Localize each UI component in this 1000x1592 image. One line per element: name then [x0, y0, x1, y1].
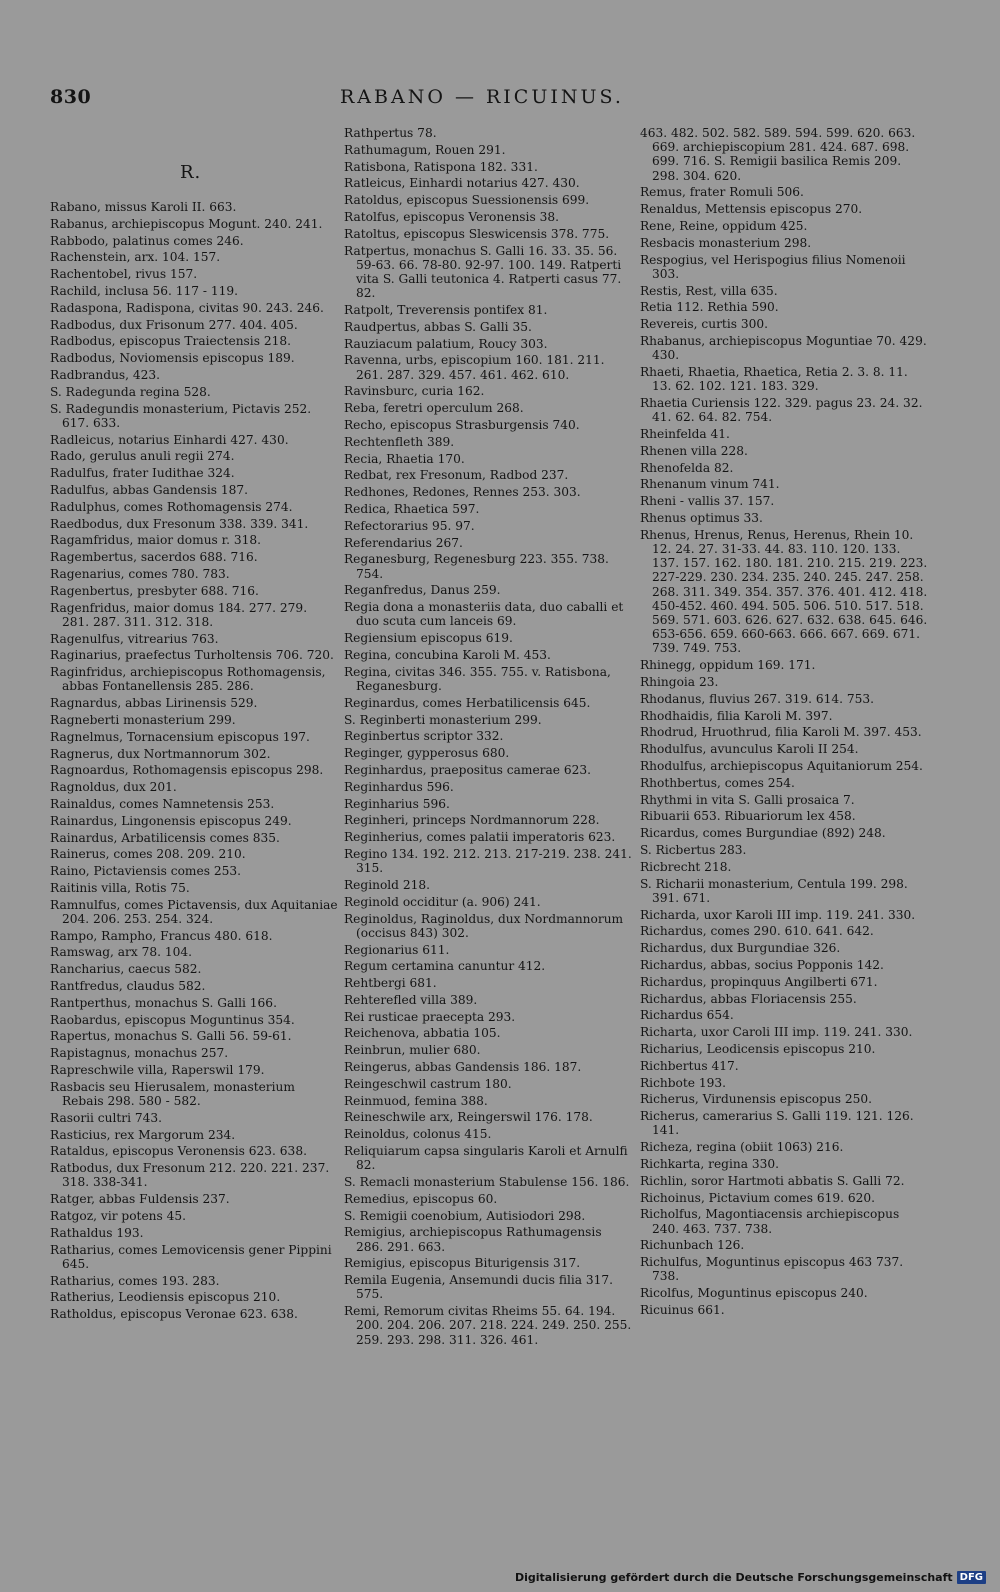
index-entry: Reineschwile arx, Reingerswil 176. 178.	[344, 1110, 593, 1125]
index-entry: Ragneberti monasterium 299.	[50, 712, 236, 727]
index-entry: Rampo, Rampho, Francus 480. 618.	[50, 928, 273, 943]
index-entry: Rataldus, episcopus Veronensis 623. 638.	[50, 1144, 307, 1159]
index-entry: Richunbach 126.	[640, 1238, 745, 1253]
index-entry: Rabanus, archiepiscopus Mogunt. 240. 241.	[50, 216, 323, 231]
index-entry: Reginhardus, praepositus camerae 623.	[344, 762, 591, 777]
index-entry: Richardus, comes 290. 610. 641. 642.	[640, 924, 874, 939]
index-entry: Remigius, archiepiscopus Rathumagensis 286. 291. 663.	[344, 1225, 602, 1254]
index-entry: Ragenulfus, vitrearius 763.	[50, 631, 219, 646]
index-entry: S. Radegundis monasterium, Pictavis 252. 617. 633.	[50, 401, 312, 430]
index-entry: Raginarius, praefectus Turholtensis 706. 720.	[50, 648, 334, 663]
index-entry: Ragenarius, comes 780. 783.	[50, 566, 230, 581]
index-entry: Regina, concubina Karoli M. 453.	[344, 647, 551, 662]
index-entry: Rainaldus, comes Namnetensis 253.	[50, 796, 275, 811]
index-entry: S. Remigii coenobium, Autisiodori 298.	[344, 1208, 586, 1223]
index-entry: Raedbodus, dux Fresonum 338. 339. 341.	[50, 516, 309, 531]
index-entry: Rhenus, Hrenus, Renus, Herenus, Rhein 10. 12. 24. 27. 31-33. 44. 83. 110. 120. 133. 137. 157. 162. 180. 181. 210. 215. 219. 223. 227-229. 230. 234. 235. 240. 245. 247. 258. 268. 311. 349. 354. 357. 376. 401. 412. 418. 450-452. 460. 494. 505. 506. 510. 517. 518. 569. 571. 603. 626. 627. 632. 638. 645. 646. 653-656. 659. 660-663. 666. 667. 669. 671. 739. 749. 753.	[640, 527, 928, 656]
footer	[515, 1571, 986, 1584]
index-entry: Rene, Reine, oppidum 425.	[640, 219, 808, 233]
index-entry: Rehterefled villa 389.	[344, 992, 478, 1007]
index-entry: Rhenofelda 82.	[640, 460, 734, 475]
index-column-2	[344, 126, 632, 1349]
index-entry: S. Reginberti monasterium 299.	[344, 712, 542, 727]
index-entry: Raobardus, episcopus Moguntinus 354.	[50, 1012, 295, 1027]
index-entry: Rhaeti, Rhaetia, Rhaetica, Retia 2. 3. 8. 11. 13. 62. 102. 121. 183. 329.	[640, 364, 908, 394]
index-entry: Reichenova, abbatia 105.	[344, 1026, 501, 1041]
index-entry: Redica, Rhaetica 597.	[344, 501, 480, 516]
index-entry: Remus, frater Romuli 506.	[640, 185, 804, 200]
index-entry: Reba, feretri operculum 268.	[344, 401, 524, 416]
index-entry: Reginoldus, Raginoldus, dux Nordmannorum (occisus 843) 302.	[344, 911, 624, 940]
index-entry: Rado, gerulus anuli regii 274.	[50, 449, 235, 464]
index-entry: Remi, Remorum civitas Rheims 55. 64. 194. 200. 204. 206. 207. 218. 224. 249. 250. 255. 259. 293. 298. 311. 326. 461.	[344, 1304, 632, 1347]
index-entry: Radulfus, abbas Gandensis 187.	[50, 482, 249, 497]
index-entry: Reganesburg, Regenesburg 223. 355. 738. 754.	[344, 552, 609, 581]
index-entry: Referendarius 267.	[344, 535, 463, 550]
index-entry: Rasticius, rex Margorum 234.	[50, 1127, 236, 1142]
index-entry: Redhones, Redones, Rennes 253. 303.	[344, 485, 581, 500]
index-entry: Radbodus, episcopus Traiectensis 218.	[50, 334, 291, 349]
index-entry: Rhodanus, fluvius 267. 319. 614. 753.	[640, 691, 875, 706]
dfg-logo: DFG	[957, 1571, 986, 1584]
index-entry: Rabano, missus Karoli II. 663.	[50, 200, 237, 214]
index-entry: Ratharius, comes Lemovicensis gener Pippini 645.	[50, 1242, 332, 1271]
index-entry: Ricuinus 661.	[640, 1302, 725, 1317]
index-entry: Rhodulfus, avunculus Karoli II 254.	[640, 742, 859, 757]
index-entry: Rapistagnus, monachus 257.	[50, 1046, 229, 1061]
index-entry: Reliquiarum capsa singularis Karoli et Arnulfi 82.	[344, 1144, 628, 1173]
index-entry: Raitinis villa, Rotis 75.	[50, 880, 190, 895]
index-entry: Ribuarii 653. Ribuariorum lex 458.	[640, 809, 856, 824]
index-entry: S. Radegunda regina 528.	[50, 384, 211, 399]
index-entry: Rhodulfus, archiepiscopus Aquitaniorum 254.	[640, 758, 923, 773]
index-entry: Rathpertus 78.	[344, 126, 437, 140]
index-entry: Reginardus, comes Herbatilicensis 645.	[344, 695, 591, 710]
index-entry: Ragamfridus, maior domus r. 318.	[50, 533, 262, 548]
index-entry: Regiensium episcopus 619.	[344, 631, 513, 646]
index-entry: Rhothbertus, comes 254.	[640, 775, 795, 790]
index-entry: Recho, episcopus Strasburgensis 740.	[344, 417, 580, 432]
index-entry: Reginharius 596.	[344, 796, 450, 811]
index-entry: Radulfus, frater Iudithae 324.	[50, 466, 235, 481]
index-entry: Richlin, soror Hartmoti abbatis S. Galli 72.	[640, 1173, 905, 1188]
index-entry: Richbote 193.	[640, 1075, 727, 1090]
index-entry: Richbertus 417.	[640, 1058, 739, 1073]
index-entry: Ricolfus, Moguntinus episcopus 240.	[640, 1286, 868, 1301]
index-entry: Respogius, vel Herispogius filius Nomenoii 303.	[640, 252, 906, 281]
index-entry: Rachild, inclusa 56. 117 - 119.	[50, 283, 238, 298]
index-entry: Reinbrun, mulier 680.	[344, 1043, 481, 1058]
index-entry: Richardus, dux Burgundiae 326.	[640, 941, 841, 956]
index-entry: Richardus, propinquus Angilberti 671.	[640, 974, 878, 989]
index-entry: Rathumagum, Rouen 291.	[344, 142, 506, 157]
index-entry: Rauziacum palatium, Roucy 303.	[344, 336, 548, 351]
index-entry: Recia, Rhaetia 170.	[344, 451, 465, 466]
index-entry: Reinoldus, colonus 415.	[344, 1127, 492, 1142]
index-entry: Ramnulfus, comes Pictavensis, dux Aquitaniae 204. 206. 253. 254. 324.	[50, 897, 338, 926]
index-entry: Rhabanus, archiepiscopus Moguntiae 70. 429. 430.	[640, 333, 927, 363]
index-column-1	[50, 200, 338, 1324]
index-entry: Rheinfelda 41.	[640, 426, 730, 441]
index-entry: Ratpertus, monachus S. Galli 16. 33. 35. 56. 59-63. 66. 78-80. 92-97. 100. 149. Ratperti vita S. Galli teutonica 4. Ratperti casus 77. 82.	[344, 243, 622, 301]
index-entry: Regina, civitas 346. 355. 755. v. Ratisbona, Reganesburg.	[344, 664, 611, 693]
index-entry: Radaspona, Radispona, civitas 90. 243. 246.	[50, 300, 324, 315]
index-entry: Regionarius 611.	[344, 942, 450, 957]
index-entry: Ragnelmus, Tornacensium episcopus 197.	[50, 729, 310, 744]
index-entry: Rhodhaidis, filia Karoli M. 397.	[640, 708, 833, 723]
index-entry: Reginbertus scriptor 332.	[344, 729, 504, 744]
index-entry: Rainardus, Arbatilicensis comes 835.	[50, 830, 280, 845]
index-entry: Richardus, abbas, socius Popponis 142.	[640, 957, 884, 972]
index-entry: Richulfus, Moguntinus episcopus 463 737. 738.	[640, 1255, 904, 1284]
index-entry: Richardus, abbas Floriacensis 255.	[640, 991, 857, 1006]
index-entry: Ratharius, comes 193. 283.	[50, 1273, 220, 1288]
index-entry: Rantfredus, claudus 582.	[50, 979, 206, 994]
index-entry: Regino 134. 192. 212. 213. 217-219. 238. 241. 315.	[344, 846, 632, 876]
index-entry: S. Richarii monasterium, Centula 199. 298. 391. 671.	[640, 876, 908, 905]
index-entry: Radbrandus, 423.	[50, 367, 161, 382]
index-entry: Radbodus, Noviomensis episcopus 189.	[50, 351, 295, 366]
index-entry: Rasorii cultri 743.	[50, 1110, 163, 1125]
index-entry: Ravinsburc, curia 162.	[344, 384, 485, 399]
index-entry: Radulphus, comes Rothomagensis 274.	[50, 499, 293, 514]
index-entry: Rainerus, comes 208. 209. 210.	[50, 847, 246, 862]
index-entry: Reginold occiditur (a. 906) 241.	[344, 894, 541, 909]
index-entry: Restis, Rest, villa 635.	[640, 283, 778, 298]
index-entry: Ragenbertus, presbyter 688. 716.	[50, 583, 259, 598]
index-entry: S. Ricbertus 283.	[640, 842, 747, 857]
index-entry: Richolfus, Magontiacensis archiepiscopus 240. 463. 737. 738.	[640, 1207, 900, 1236]
index-entry: Ragnoldus, dux 201.	[50, 780, 177, 795]
index-entry: Ratoldus, episcopus Suessionensis 699.	[344, 193, 590, 208]
index-entry: Rehtbergi 681.	[344, 976, 437, 991]
index-entry: Renaldus, Mettensis episcopus 270.	[640, 202, 863, 217]
index-entry: Revereis, curtis 300.	[640, 317, 768, 332]
index-entry: Retia 112. Rethia 590.	[640, 300, 779, 315]
index-entry: Rabbodo, palatinus comes 246.	[50, 233, 244, 248]
index-entry: Rainardus, Lingonensis episcopus 249.	[50, 813, 292, 828]
index-entry: Rhenus optimus 33.	[640, 510, 763, 525]
index-entry: Ricardus, comes Burgundiae (892) 248.	[640, 826, 886, 841]
index-entry: Reingeschwil castrum 180.	[344, 1076, 512, 1091]
index-entry: Radleicus, notarius Einhardi 427. 430.	[50, 432, 289, 447]
index-entry: Redbat, rex Fresonum, Radbod 237.	[344, 468, 569, 483]
index-entry: Richkarta, regina 330.	[640, 1156, 780, 1171]
index-entry: Rhenanum vinum 741.	[640, 477, 780, 492]
index-entry: Ratgoz, vir potens 45.	[50, 1209, 187, 1224]
index-entry: Remedius, episcopus 60.	[344, 1191, 498, 1206]
index-entry: Rhenen villa 228.	[640, 443, 748, 458]
index-entry: Richarius, Leodicensis episcopus 210.	[640, 1041, 876, 1056]
index-entry: Ratisbona, Ratispona 182. 331.	[344, 159, 538, 174]
index-entry: Rantperthus, monachus S. Galli 166.	[50, 995, 277, 1010]
index-entry: Raginfridus, archiepiscopus Rothomagensis, abbas Fontanellensis 285. 286.	[50, 665, 326, 694]
index-entry: Ravenna, urbs, episcopium 160. 181. 211. 261. 287. 329. 457. 461. 462. 610.	[344, 353, 605, 382]
page-number: 830	[50, 86, 92, 108]
index-entry: Rachenstein, arx. 104. 157.	[50, 250, 221, 265]
index-entry: Remila Eugenia, Ansemundi ducis filia 317. 575.	[344, 1273, 614, 1302]
index-entry: Rhinegg, oppidum 169. 171.	[640, 658, 816, 673]
index-entry: Richarta, uxor Caroli III imp. 119. 241. 330.	[640, 1025, 913, 1040]
section-letter-heading: R.	[180, 162, 202, 183]
index-entry: Rasbacis seu Hierusalem, monasterium Rebais 298. 580 - 582.	[50, 1079, 295, 1109]
index-entry: Ragnerus, dux Nortmannorum 302.	[50, 746, 271, 761]
index-entry: Ratherius, Leodiensis episcopus 210.	[50, 1290, 281, 1305]
index-entry: Richerus, Virdunensis episcopus 250.	[640, 1092, 873, 1107]
index-column-3	[640, 126, 928, 1320]
footer-credit: Digitalisierung gefördert durch die Deutsche Forschungsgemeinschaft	[514, 1571, 953, 1584]
index-entry: Ratger, abbas Fuldensis 237.	[50, 1192, 230, 1207]
index-entry: Rathaldus 193.	[50, 1225, 144, 1240]
index-entry: Reginherius, comes palatii imperatoris 623.	[344, 830, 616, 845]
index-entry: Ragnoardus, Rothomagensis episcopus 298.	[50, 763, 324, 778]
index-entry: Ratoltus, episcopus Sleswicensis 378. 775.	[344, 226, 610, 241]
running-head: RABANO — RICUINUS.	[340, 86, 624, 108]
index-entry: Resbacis monasterium 298.	[640, 235, 812, 250]
index-entry: Rhingoia 23.	[640, 674, 719, 689]
index-entry: Reginheri, princeps Nordmannorum 228.	[344, 813, 600, 828]
index-entry: Ratpolt, Treverensis pontifex 81.	[344, 302, 548, 317]
index-entry: 463. 482. 502. 582. 589. 594. 599. 620. 663. 669. archiepiscopium 281. 424. 687. 698. 699. 716. S. Remigii basilica Remis 209. 298. 304. 620.	[640, 126, 916, 183]
index-entry: Ragnardus, abbas Lirinensis 529.	[50, 696, 258, 711]
index-entry: Rhaetia Curiensis 122. 329. pagus 23. 24. 32. 41. 62. 64. 82. 754.	[640, 395, 923, 425]
index-entry: Remigius, episcopus Biturigensis 317.	[344, 1256, 581, 1271]
index-entry: Rhodrud, Hruothrud, filia Karoli M. 397. 453.	[640, 725, 922, 740]
index-entry: S. Remacli monasterium Stabulense 156. 186.	[344, 1175, 630, 1190]
index-entry: Richoinus, Pictavium comes 619. 620.	[640, 1190, 876, 1205]
index-entry: Richarda, uxor Karoli III imp. 119. 241. 330.	[640, 907, 916, 922]
index-entry: Richerus, camerarius S. Galli 119. 121. 126. 141.	[640, 1109, 914, 1138]
index-entry: Rancharius, caecus 582.	[50, 962, 202, 977]
index-entry: Rhythmi in vita S. Galli prosaica 7.	[640, 792, 855, 807]
index-entry: Reingerus, abbas Gandensis 186. 187.	[344, 1060, 582, 1075]
index-entry: Richeza, regina (obiit 1063) 216.	[640, 1140, 844, 1155]
index-entry: Refectorarius 95. 97.	[344, 518, 475, 533]
index-entry: Ratleicus, Einhardi notarius 427. 430.	[344, 176, 580, 191]
index-entry: Ratbodus, dux Fresonum 212. 220. 221. 237. 318. 338-341.	[50, 1161, 330, 1190]
index-entry: Ratolfus, episcopus Veronensis 38.	[344, 209, 559, 224]
index-entry: Rachentobel, rivus 157.	[50, 267, 198, 282]
index-entry: Rapreschwile villa, Raperswil 179.	[50, 1063, 265, 1078]
index-entry: Ragenfridus, maior domus 184. 277. 279. 281. 287. 311. 312. 318.	[50, 600, 308, 629]
index-entry: Ricbrecht 218.	[640, 859, 732, 874]
index-entry: Ramswag, arx 78. 104.	[50, 945, 193, 960]
index-entry: Regia dona a monasteriis data, duo caballi et duo scuta cum lanceis 69.	[344, 600, 624, 629]
index-entry: Reginhardus 596.	[344, 779, 454, 794]
index-entry: Radbodus, dux Frisonum 277. 404. 405.	[50, 317, 298, 332]
index-entry: Reginold 218.	[344, 877, 430, 892]
index-entry: Reinmuod, femina 388.	[344, 1093, 488, 1108]
index-entry: Ratholdus, episcopus Veronae 623. 638.	[50, 1307, 298, 1322]
index-entry: Richardus 654.	[640, 1008, 734, 1023]
index-entry: Raudpertus, abbas S. Galli 35.	[344, 319, 532, 334]
index-entry: Ragembertus, sacerdos 688. 716.	[50, 550, 258, 565]
index-entry: Reganfredus, Danus 259.	[344, 583, 501, 598]
index-entry: Rheni - vallis 37. 157.	[640, 494, 775, 509]
index-entry: Rei rusticae praecepta 293.	[344, 1009, 516, 1024]
index-entry: Regum certamina canuntur 412.	[344, 959, 546, 974]
index-entry: Rapertus, monachus S. Galli 56. 59-61.	[50, 1029, 292, 1044]
index-entry: Rechtenfleth 389.	[344, 434, 455, 449]
index-entry: Reginger, gypperosus 680.	[344, 746, 510, 761]
index-entry: Raino, Pictaviensis comes 253.	[50, 864, 241, 879]
